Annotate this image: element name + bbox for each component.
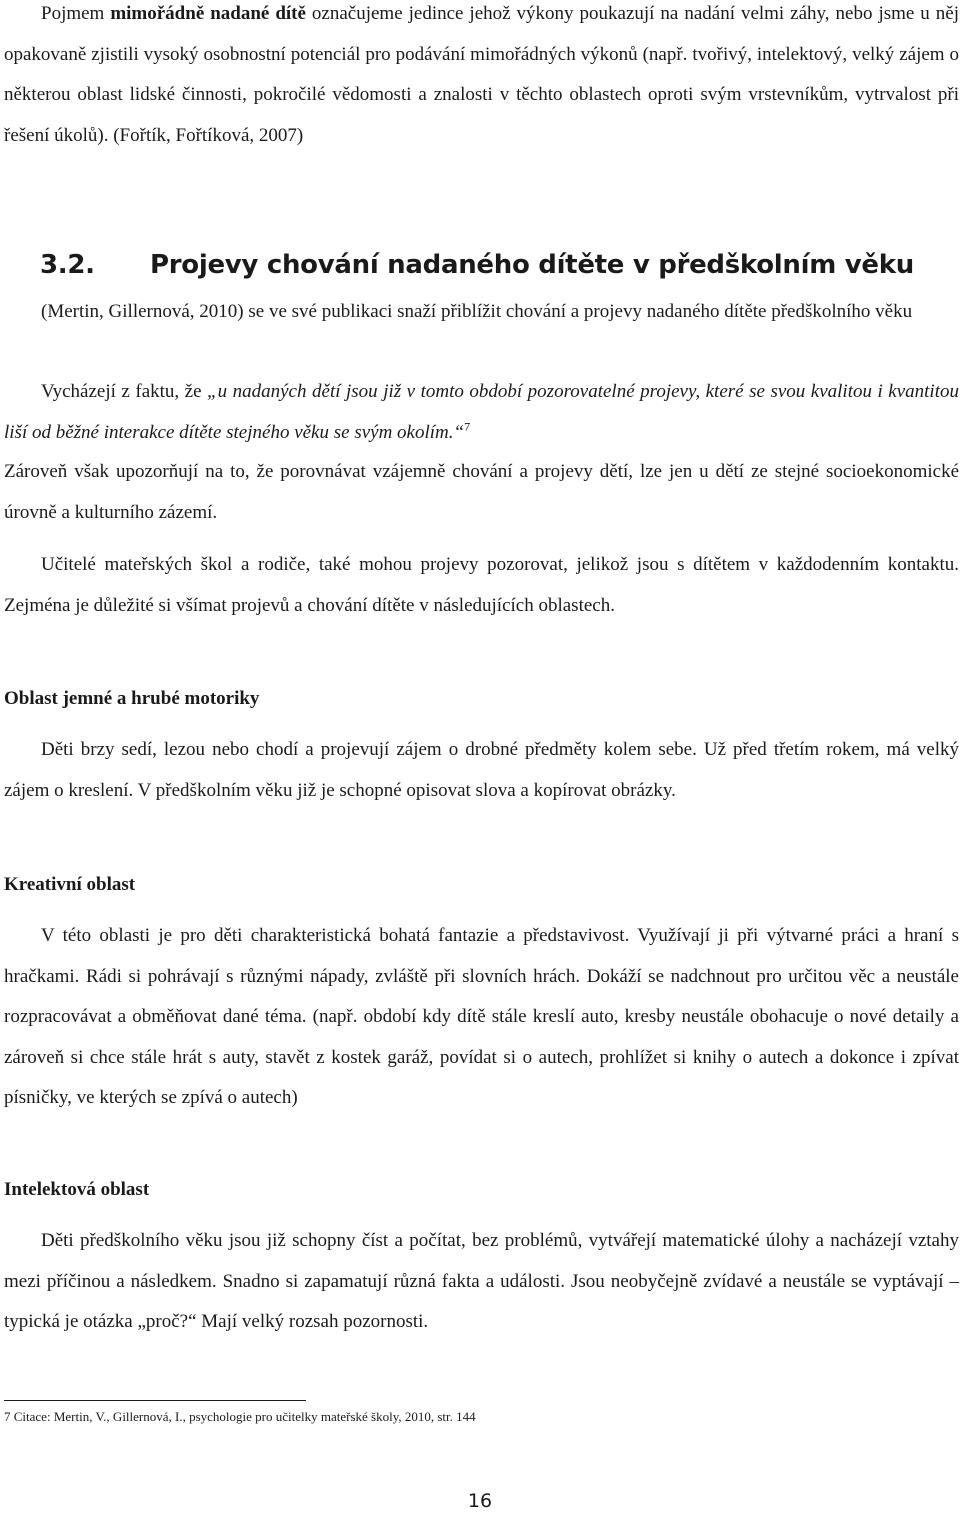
paragraph-motor: Děti brzy sedí, lezou nebo chodí a projevují zájem o drobné předměty kolem sebe. Už před třetím rokem, má velký zájem o kreslení. V předškolním věku již je schopné opisovat slova a kopírovat obrázky. (4, 739, 959, 801)
section-number: 3.2. (40, 250, 95, 280)
footnote-ref: 7 (464, 419, 471, 434)
paragraph-creative: V této oblasti je pro děti charakteristická bohatá fantazie a představivost. Využívají ji při výtvarné práci a hraní s hračkami. Rádi si pohrávají s různými nápady, zvláště při slovních hrách. Dokáží se nadchnout pro určitou věc a neustále rozpracovávat a obměňovat dané téma. (např. období kdy dítě stále kreslí auto, kresby neustále obohacuje o nové detaily a zároveň si chce stále hrát s auty, stavět z kostek garáž, povídat si o autech, prohlížet si knihy o autech a dokonce i zpívat písničky, ve kterých se zpívá o autech) (4, 925, 959, 1108)
intro-text-start: Pojmem (41, 3, 111, 24)
section-heading (40, 240, 914, 290)
paragraph-mertin: (Mertin, Gillernová, 2010) se ve své publikaci snaží přiblížit chování a projevy nadaného dítěte předškolního věku (41, 301, 913, 322)
section-title: Projevy chování nadaného dítěte v předškolním věku (150, 250, 914, 280)
page-number: 16 (467, 1490, 493, 1512)
intro-paragraph (4, 0, 959, 156)
heading-intellect: Intelektová oblast (4, 1179, 150, 1200)
footnote-text: 7 Citace: Mertin, V., Gillernová, I., psychologie pro učitelky mateřské školy, 2010, str. 144 (4, 1409, 476, 1424)
paragraph-quote (4, 372, 959, 453)
quote-lead: Vycházejí z faktu, že (41, 381, 208, 402)
paragraph-comparison: Zároveň však upozorňují na to, že porovnávat vzájemně chování a projevy dětí, lze jen u dětí ze stejné socioekonomické úrovně a kulturního zázemí. (4, 461, 959, 523)
intro-text-rest: označujeme jedince jehož výkony poukazují na nadání velmi záhy, nebo jsme u něj opakovaně zjistili vysoký osobnostní potenciál pro podávání mimořádných výkonů (např. tvořivý, intelektový, velký zájem o některou oblast lidské činnosti, pokročilé vědomosti a znalosti v těchto oblastech oproti svým vrstevníkům, vytrvalost při řešení úkolů). (Fořtík, Fořtíková, 2007) (4, 3, 959, 146)
paragraph-intellect: Děti předškolního věku jsou již schopny číst a počítat, bez problémů, vytvářejí matematické úlohy a nacházejí vztahy mezi příčinou a následkem. Snadno si zapamatují různá fakta a události. Jsou neobyčejně zvídavé a neustále se vyptávají – typická je otázka „proč?“ Mají velký rozsah pozornosti. (4, 1230, 959, 1332)
intro-bold-term: mimořádně nadané dítě (110, 3, 306, 24)
heading-creative: Kreativní oblast (4, 874, 136, 895)
paragraph-teachers: Učitelé mateřských škol a rodiče, také mohou projevy pozorovat, jelikož jsou s dítětem v každodenním kontaktu. Zejména je důležité si všímat projevů a chování dítěte v následujících oblastech. (4, 554, 959, 616)
footnote-divider (4, 1400, 306, 1401)
heading-motor: Oblast jemné a hrubé motoriky (4, 688, 260, 709)
quote-italic: „u nadaných dětí jsou již v tomto období pozorovatelné projevy, které se svou kvalitou i kvantitou liší od běžné interakce dítěte stejného věku se svým okolím.“ (4, 381, 959, 443)
